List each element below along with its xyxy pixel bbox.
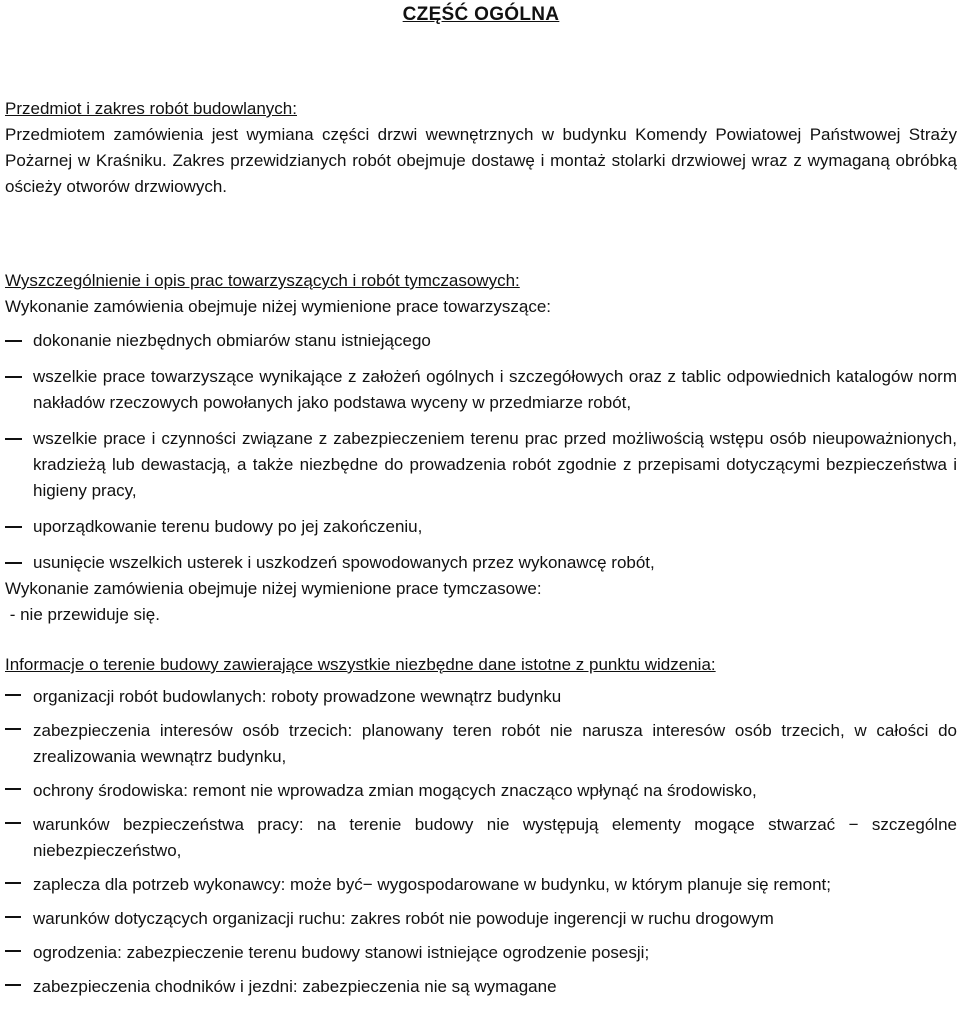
spacer — [5, 200, 957, 268]
list-item: organizacji robót budowlanych: roboty prowadzone wewnątrz budynku — [5, 684, 957, 710]
list-item: ochrony środowiska: remont nie wprowadza zmian mogących znacząco wpłynąć na środowisko, — [5, 778, 957, 804]
accompanying-works-list — [5, 328, 957, 576]
list-item: usunięcie wszelkich usterek i uszkodzeń spowodowanych przez wykonawcę robót, — [5, 550, 957, 576]
list-item: dokonanie niezbędnych obmiarów stanu istniejącego — [5, 328, 957, 354]
list-item: zaplecza dla potrzeb wykonawcy: może być− wygospodarowane w budynku, w którym planuje się remont; — [5, 872, 957, 898]
section-accompanying-intro: Wykonanie zamówienia obejmuje niżej wymienione prace towarzyszące: — [5, 297, 551, 316]
temporary-works-intro: Wykonanie zamówienia obejmuje niżej wymienione prace tymczasowe: — [5, 579, 542, 598]
temporary-works-value: - nie przewiduje się. — [5, 605, 160, 624]
section-site-heading: Informacje o terenie budowy zawierające wszystkie niezbędne dane istotne z punktu widzenia: — [5, 655, 716, 674]
section-scope — [5, 96, 957, 200]
list-item: wszelkie prace towarzyszące wynikające z założeń ogólnych i szczegółowych oraz z tablic odpowiednich katalogów norm nakładów rzeczowych powołanych jako podstawa wyceny w przedmiarze robót, — [5, 364, 957, 416]
section-accompanying-heading: Wyszczególnienie i opis prac towarzyszących i robót tymczasowych: — [5, 271, 520, 290]
spacer — [5, 28, 957, 96]
list-item: wszelkie prace i czynności związane z zabezpieczeniem terenu prac przed możliwością wstępu osób nieupoważnionych, kradzieżą lub dewastacją, a także niezbędne do prowadzenia robót zgodnie z przepisami dotyczącymi bezpieczeństwa i higieny pracy, — [5, 426, 957, 504]
list-item: uporządkowanie terenu budowy po jej zakończeniu, — [5, 514, 957, 540]
list-item: zabezpieczenia chodników i jezdni: zabezpieczenia nie są wymagane — [5, 974, 957, 1000]
list-item: warunków bezpieczeństwa pracy: na terenie budowy nie występują elementy mogące stwarzać − szczególne niebezpieczeństwo, — [5, 812, 957, 864]
page-title: CZĘŚĆ OGÓLNA — [402, 4, 560, 25]
list-item: zabezpieczenia interesów osób trzecich: planowany teren robót nie narusza interesów osób trzecich, w całości do zrealizowania wewnątrz budynku, — [5, 718, 957, 770]
section-site-info — [5, 652, 957, 1000]
section-scope-heading: Przedmiot i zakres robót budowlanych: — [5, 99, 297, 118]
section-scope-body: Przedmiotem zamówienia jest wymiana części drzwi wewnętrznych w budynku Komendy Powiatowej Państwowej Straży Pożarnej w Kraśniku. Zakres przewidzianych robót obejmuje dostawę i montaż stolarki drzwiowej wraz z wymaganą obróbką ościeży otworów drzwiowych. — [5, 125, 957, 196]
section-accompanying-works — [5, 268, 957, 628]
site-info-list — [5, 684, 957, 1000]
spacer — [5, 628, 957, 652]
list-item: warunków dotyczących organizacji ruchu: zakres robót nie powoduje ingerencji w ruchu drogowym — [5, 906, 957, 932]
list-item: ogrodzenia: zabezpieczenie terenu budowy stanowi istniejące ogrodzenie posesji; — [5, 940, 957, 966]
